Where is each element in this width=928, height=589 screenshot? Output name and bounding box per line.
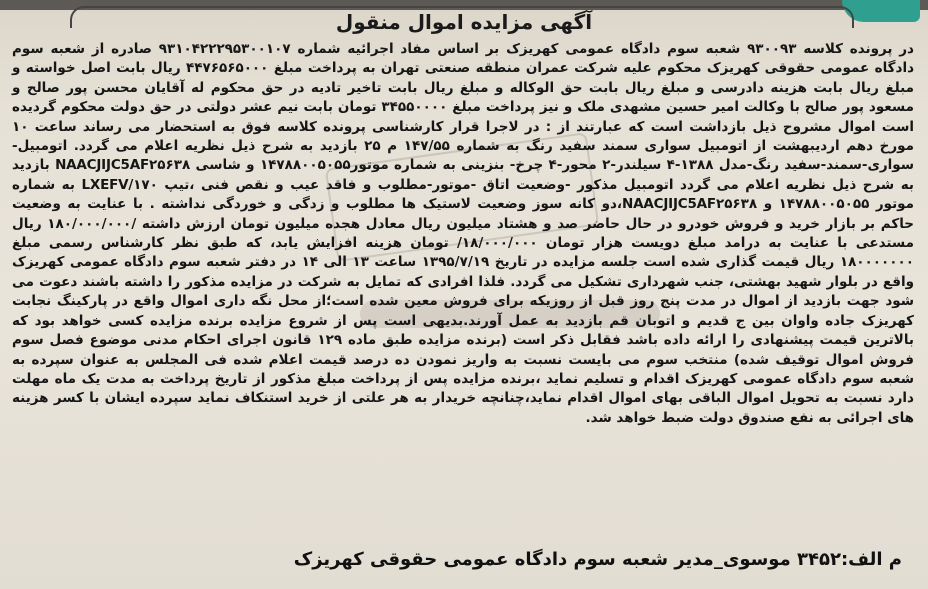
notice-body-paragraph: در پرونده کلاسه ۹۳۰۰۹۳ شعبه سوم دادگاه عمومی کهریزک بر اساس مفاد اجرائیه شماره ۹۳۱۰۴۲۲۲۹۵۳۰۰۱۰۷ صادره از شعبه سوم دادگاه عمومی حقوقی کهریزک محکوم علیه شرکت عمران منطقه صنعتی تهران به پرداخت مبلغ ۴۴۷۶۵۶۵۰۰۰ ریال بابت اصل خواسته و مبلغ ریال بابت هزینه دادرسی و مبلغ ریال بابت حق الوکاله و مبلغ ریال بابت تاخیر تادیه در حق محکوم له آقایان محسن پور صالح و مسعود پور صالح با وکالت امیر حسین مشهدی ملک و نیز پرداخت مبلغ ۳۴۵۵۰۰۰۰ تومان بابت نیم عشر دولتی در حق دولت محکوم گردیده است اموال مشروح ذیل بازداشت است که عبارتند از : در لاجرا قرار کارشناسی پرونده کلاسه فوق به استحضار می رساند ساعت ۱۰ مورخ دهم اردیبهشت از اتومبیل سواری سمند سفید رنگ به شماره ۱۴۷/۵۵ م ۲۵ بازدید به شرح ذیل نظریه اعلام می گردد. اتومبیل-سواری-سمند-سفید رنگ-مدل ۱۳۸۸-۴ سیلندر-۲ محور-۴ چرخ- بنزینی به شماره موتور۱۴۷۸۸۰۰۵۰۵۵ و شاسی NAACJIJC5AF۲۵۶۳۸ بازدید به شرح ذیل نظریه اعلام می گردد اتومبیل مذکور -وضعیت اتاق -موتور-مطلوب و فاقد عیب و نقص فنی ،تیپ LXEFV/۱۷۰ به شماره موتور ۱۴۷۸۸۰۰۵۰۵۵ و NAACJIJC5AF۲۵۶۳۸،دو کانه سوز وضعیت لاستیک ها مطلوب و زدگی و خوردگی نداشته . با عنایت به وضعیت حاکم بر بازار خرید و فروش خودرو در حال حاضر صد و هشتاد میلیون ریال معادل هجده میلیون تومان ارزش داشته /۱۸۰/۰۰۰/۰۰۰ ریال مستدعی با عنایت به درامد مبلغ دویست هزار تومان ۱۸/۰۰۰/۰۰۰/ تومان هزینه افزایش یابد، که طبق نظر کارشناس رسمی مبلغ ۱۸۰۰۰۰۰۰۰ ریال قیمت گذاری شده است جلسه مزایده در تاریخ ۱۳۹۵/۷/۱۹ ساعت ۱۳ الی ۱۴ در دفتر شعبه سوم دادگاه عمومی کهریزک واقع در بلوار شهید بهشتی، جنب شهرداری تشکیل می گردد. فلذا افرادی که تمایل به شرکت در مزایده مذکور را داشته باشند دعوت می شود جهت بازدید از اموال در مدت پنج روز قبل از روزیکه برای فروش معین شده است؛از محل نگه داری اموال واقع در پارکینگ نجابت کهریزک جاده واوان بین ج قدیم و اتوبان قم بازدید به عمل آورند.بدیهی است پس از شروع مزایده برنده مزایده کسی خواهد بود که بالاترین قیمت پیشنهادی را ارائه داده باشد فقابل ذکر است (برنده مزایده طبق ماده ۱۲۹ قانون اجرای احکام مدنی موضوع فصل سوم فروش اموال توقیف شده) منتخب سوم می بایست نسبت به واریز نمودن ده درصد قیمت اعلام شده فی المجلس به عنوان سپرده به شعبه سوم دادگاه عمومی کهریزک اقدام و تسلیم نماید ،برنده مزایده پس از پرداخت مبلغ مذکور از تاریخ پرداخت به مدت یک ماه مهلت دارد نسبت به تحویل اموال الباقی بهای اموال اقدام نماید،چنانچه خریدار به هر علتی از خرید استنکاف نماید سپرده ایشان با کسر هزینه های اجرائی به نفع صندوق دولت ضبط خواهد شد. — [12, 41, 915, 426]
notice-signature: م الف:۳۴۵۲ موسوی_مدیر شعبه سوم دادگاه عمومی حقوقی کهریزک — [293, 549, 902, 570]
notice-body — [12, 40, 914, 428]
notice-title: آگهی مزایده اموال منقول — [335, 10, 593, 34]
